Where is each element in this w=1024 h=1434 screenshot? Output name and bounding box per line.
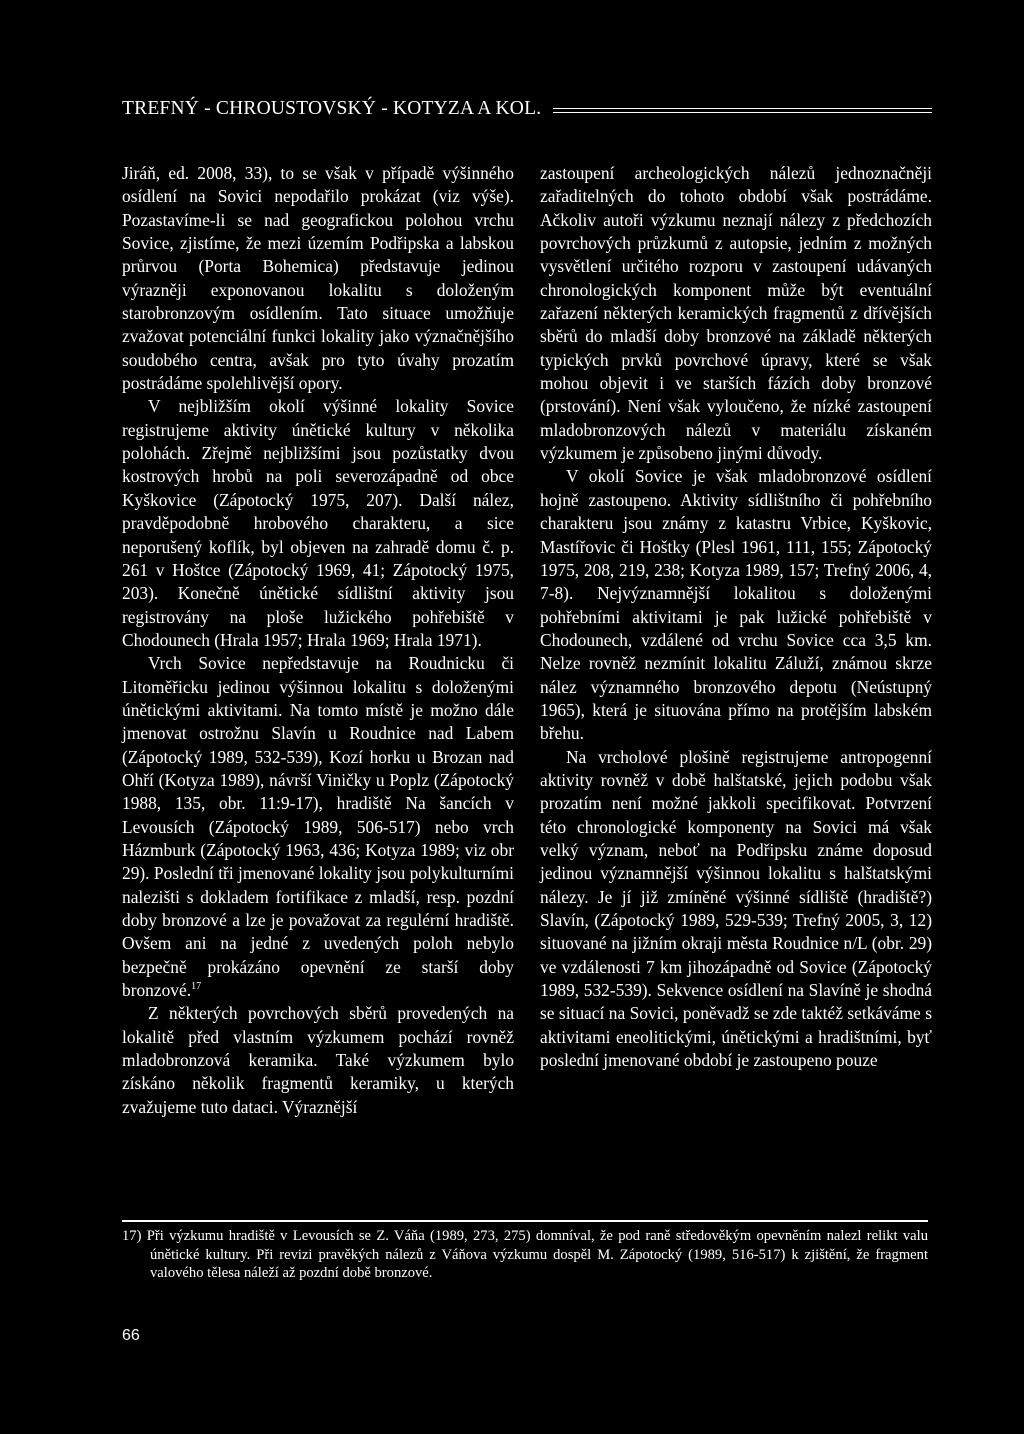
header-title: TREFNÝ - CHROUSTOVSKÝ - KOTYZA A KOL. bbox=[122, 98, 542, 119]
right-paragraph-1: zastoupení archeologických nálezů jednoznačněji zařaditelných do tohoto období však postrádáme. Ačkoliv autoři výzkumu neznají nálezy z předchozích povrchových průzkumů z autopsie, jedním z možných vysvětlení určitého rozporu v zastoupení udávaných chronologických komponent může být eventuální zařazení některých keramických fragmentů z dřívějších sběrů do mladší doby bronzové na základě některých typických prvků povrchové úpravy, které se však mohou objevit i ve starších fázích doby bronzové (prstování). Není však vyloučeno, že nízké zastoupení mladobronzových nálezů v materiálu získaném výzkumem je způsobeno jinými důvody. bbox=[540, 163, 932, 464]
left-paragraph-4: Z některých povrchových sběrů provedených na lokalitě před vlastním výzkumem pochází rovněž mladobronzová keramika. Také výzkumem bylo získáno několik fragmentů keramiky, u kterých zvažujeme tuto dataci. Výraznější bbox=[122, 1003, 514, 1117]
left-paragraph-2: V nejbližším okolí výšinné lokality Sovice registrujeme aktivity únětické kultury v několika polohách. Zřejmě nejbližšími jsou pozůstatky dvou kostrových hrobů na poli severozápadně od obce Kyškovice (Zápotocký 1975, 207). Další nález, pravděpodobně hrobového charakteru, a sice neporušený koflík, byl objeven na zahradě domu č. p. 261 v Hoštce (Zápotocký 1969, 41; Zápotocký 1975, 203). Konečně únětické sídlištní aktivity jsou registrovány na ploše lužického pohřebiště v Chodounech (Hrala 1957; Hrala 1969; Hrala 1971). bbox=[122, 396, 514, 650]
right-column bbox=[540, 162, 932, 1072]
footnote-17-text: 17) Při výzkumu hradiště v Levousích se Z. Váňa (1989, 273, 275) domníval, že pod raně středověkým opevněním nalezl relikt valu únětické kultury. Při revizi pravěkých nálezů z Váňova výzkumu dospěl M. Zápotocký (1989, 516-517) k zjištění, že fragment valového tělesa náleží až pozdní době bronzové. bbox=[122, 1228, 928, 1282]
footnote-ref-17: 17 bbox=[191, 981, 202, 993]
left-paragraph-3 bbox=[122, 652, 514, 1002]
running-header bbox=[122, 94, 932, 124]
header-rule bbox=[553, 108, 932, 113]
left-paragraph-3-text: Vrch Sovice nepředstavuje na Roudnicku či Litoměřicku jedinou výšinnou lokalitu s doloženými únětickými aktivitami. Na tomto místě je možno dále jmenovat ostrožnu Slavín u Roudnice nad Labem (Zápotocký 1989, 532-539), Kozí horku u Brozan nad Ohří (Kotyza 1989), návrší Viničky u Poplz (Zápotocký 1988, 135, obr. 11:9-17), hradiště Na šancích v Levousích (Zápotocký 1989, 506-517) nebo vrch Házmburk (Zápotocký 1963, 436; Kotyza 1989; viz obr 29). Poslední tři jmenované lokality jsou polykulturními nalezišti s dokladem fortifikace z mladší, resp. pozdní doby bronzové a lze je považovat za regulérní hradiště. Ovšem ani na jedné z uvedených poloh nebylo bezpečně prokázáno opevnění ze starší doby bronzové. bbox=[122, 653, 514, 1001]
right-paragraph-3: Na vrcholové plošině registrujeme antropogenní aktivity rovněž v době halštatské, jejich podobu však prozatím není možné jakkoli specifikovat. Potvrzení této chronologické komponenty na Sovici má však velký význam, neboť na Podřipsku známe doposud jedinou významnější výšinnou lokalitu s halštatskými nálezy. Je jí již zmíněné výšinné sídliště (hradiště?) Slavín, (Zápotocký 1989, 529-539; Trefný 2005, 3, 12) situované na jižním okraji města Roudnice n/L (obr. 29) ve vzdálenosti 7 km jihozápadně od Sovice (Zápotocký 1989, 532-539). Sekvence osídlení na Slavíně je shodná se situací na Sovici, poněvadž se zde taktéž setkáváme s aktivitami eneolitickými, únětickými a hradištními, byť poslední jmenované období je zastoupeno pouze bbox=[540, 746, 932, 1071]
left-column bbox=[122, 162, 514, 1119]
page-number: 66 bbox=[122, 1327, 140, 1344]
footnote-rule bbox=[122, 1220, 928, 1222]
right-paragraph-2: V okolí Sovice je však mladobronzové osídlení hojně zastoupeno. Aktivity sídlištního či pohřebního charakteru jsou známy z katastru Vrbice, Kyškovic, Mastířovic či Hoštky (Plesl 1961, 111, 155; Zápotocký 1975, 208, 219, 238; Kotyza 1989, 157; Trefný 2006, 4, 7-8). Nejvýznamnější lokalitou s doloženými pohřebními aktivitami je pak lužické pohřebiště v Chodounech, vzdálené od vrchu Sovice cca 3,5 km. Nelze rovněž nezmínit lokalitu Záluží, známou skrze nález významného bronzového depotu (Neústupný 1965), která je situována přímo na protějším labském břehu. bbox=[540, 466, 932, 744]
footnote bbox=[122, 1227, 928, 1283]
left-paragraph-1: Jiráň, ed. 2008, 33), to se však v případě výšinného osídlení na Sovici nepodařilo prokázat (viz výše). Pozastavíme-li se nad geografickou polohou vrchu Sovice, zjistíme, že mezi územím Podřipska a labskou průrvou (Porta Bohemica) představuje jedinou výrazněji exponovanou lokalitu s doloženým starobronzovým osídlením. Tato situace umožňuje zvažovat potenciální funkci lokality jako význačnějšího soudobého centra, avšak pro tyto úvahy prozatím postrádáme spolehlivější opory. bbox=[122, 163, 514, 394]
